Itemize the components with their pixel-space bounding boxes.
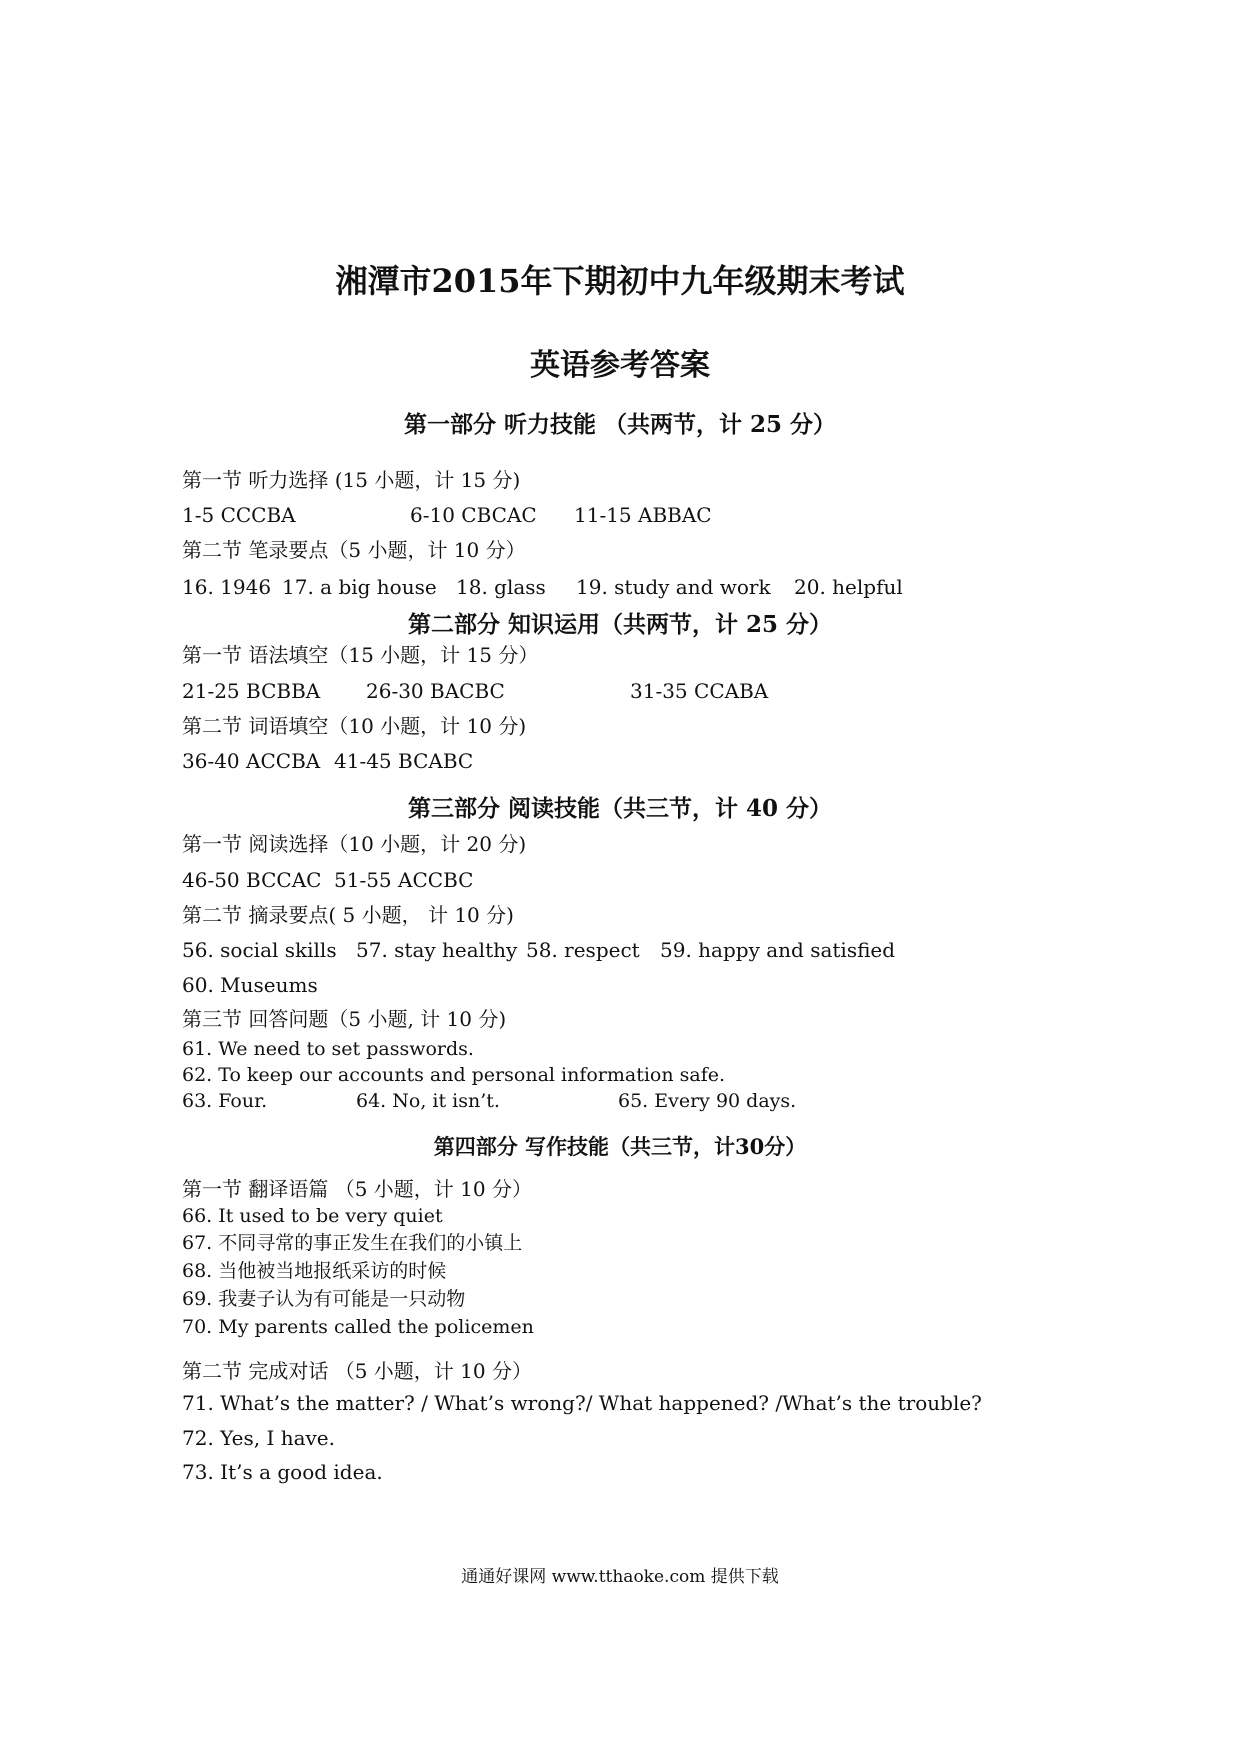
part3-heading: 第三部分 阅读技能（共三节，计 40 分） (407, 795, 833, 822)
answer-item: 20. helpful (794, 575, 903, 599)
document-subtitle: 英语参考答案 (530, 348, 710, 383)
answer-group: 51-55 ACCBC (334, 868, 474, 892)
answer-item: 17. a big house (282, 575, 437, 599)
answer-line: 73. It’s a good idea. (182, 1460, 383, 1484)
answer-group: 26-30 BACBC (366, 679, 505, 703)
answer-group: 31-35 CCABA (630, 679, 769, 703)
part2-section2-label: 第二节 词语填空（10 小题，计 10 分) (182, 714, 527, 738)
answer-item: 57. stay healthy (356, 938, 518, 962)
answer-item: 63. Four. (182, 1090, 268, 1112)
answer-item: 56. social skills (182, 938, 337, 962)
answer-line: 70. My parents called the policemen (182, 1316, 534, 1338)
answer-line: 68. 当他被当地报纸采访的时候 (182, 1260, 447, 1282)
answer-item: 58. respect (526, 938, 640, 962)
answer-group: 11-15 ABBAC (574, 503, 712, 527)
answer-group: 21-25 BCBBA (182, 679, 321, 703)
part2-section1-label: 第一节 语法填空（15 小题，计 15 分） (182, 643, 539, 667)
part4-section1-label: 第一节 翻译语篇 （5 小题，计 10 分） (182, 1177, 532, 1201)
answer-item: 60. Museums (182, 973, 318, 997)
answer-item: 59. happy and satisfied (660, 938, 896, 962)
answer-item: 65. Every 90 days. (618, 1090, 797, 1112)
part1-heading: 第一部分 听力技能 （共两节，计 25 分） (403, 411, 837, 438)
answer-group: 6-10 CBCAC (410, 503, 537, 527)
footer-source: 通通好课网 www.tthaoke.com 提供下载 (461, 1567, 779, 1587)
answer-item: 64. No, it isn’t. (356, 1090, 500, 1112)
part3-section1-label: 第一节 阅读选择（10 小题，计 20 分) (182, 832, 527, 856)
answer-group: 46-50 BCCAC (182, 868, 322, 892)
part4-section2-label: 第二节 完成对话 （5 小题，计 10 分） (182, 1359, 532, 1383)
part3-section2-label: 第二节 摘录要点( 5 小题， 计 10 分) (182, 903, 514, 927)
answer-line: 72. Yes, I have. (182, 1426, 335, 1450)
answer-line: 62. To keep our accounts and personal information safe. (182, 1064, 726, 1086)
document-title: 湘潭市2015年下期初中九年级期末考试 (335, 262, 905, 300)
answer-line: 71. What’s the matter? / What’s wrong?/ What happened? /What’s the trouble? (182, 1391, 982, 1415)
answer-group: 1-5 CCCBA (182, 503, 296, 527)
part1-section1-label: 第一节 听力选择 (15 小题，计 15 分) (182, 468, 521, 492)
answer-line: 66. It used to be very quiet (182, 1205, 443, 1227)
part3-section3-label: 第三节 回答问题（5 小题, 计 10 分) (182, 1007, 507, 1031)
answer-line: 69. 我妻子认为有可能是一只动物 (182, 1288, 466, 1310)
answer-item: 16. 1946 (182, 575, 272, 599)
part1-section2-label: 第二节 笔录要点（5 小题，计 10 分） (182, 538, 526, 562)
answer-group: 36-40 ACCBA (182, 749, 321, 773)
part4-heading: 第四部分 写作技能（共三节，计30分） (433, 1134, 807, 1159)
answer-line: 61. We need to set passwords. (182, 1038, 474, 1060)
answer-line: 67. 不同寻常的事正发生在我们的小镇上 (182, 1232, 523, 1254)
part2-heading: 第二部分 知识运用（共两节，计 25 分） (407, 611, 833, 638)
answer-item: 18. glass (456, 575, 546, 599)
answer-group: 41-45 BCABC (334, 749, 474, 773)
answer-item: 19. study and work (576, 575, 771, 599)
